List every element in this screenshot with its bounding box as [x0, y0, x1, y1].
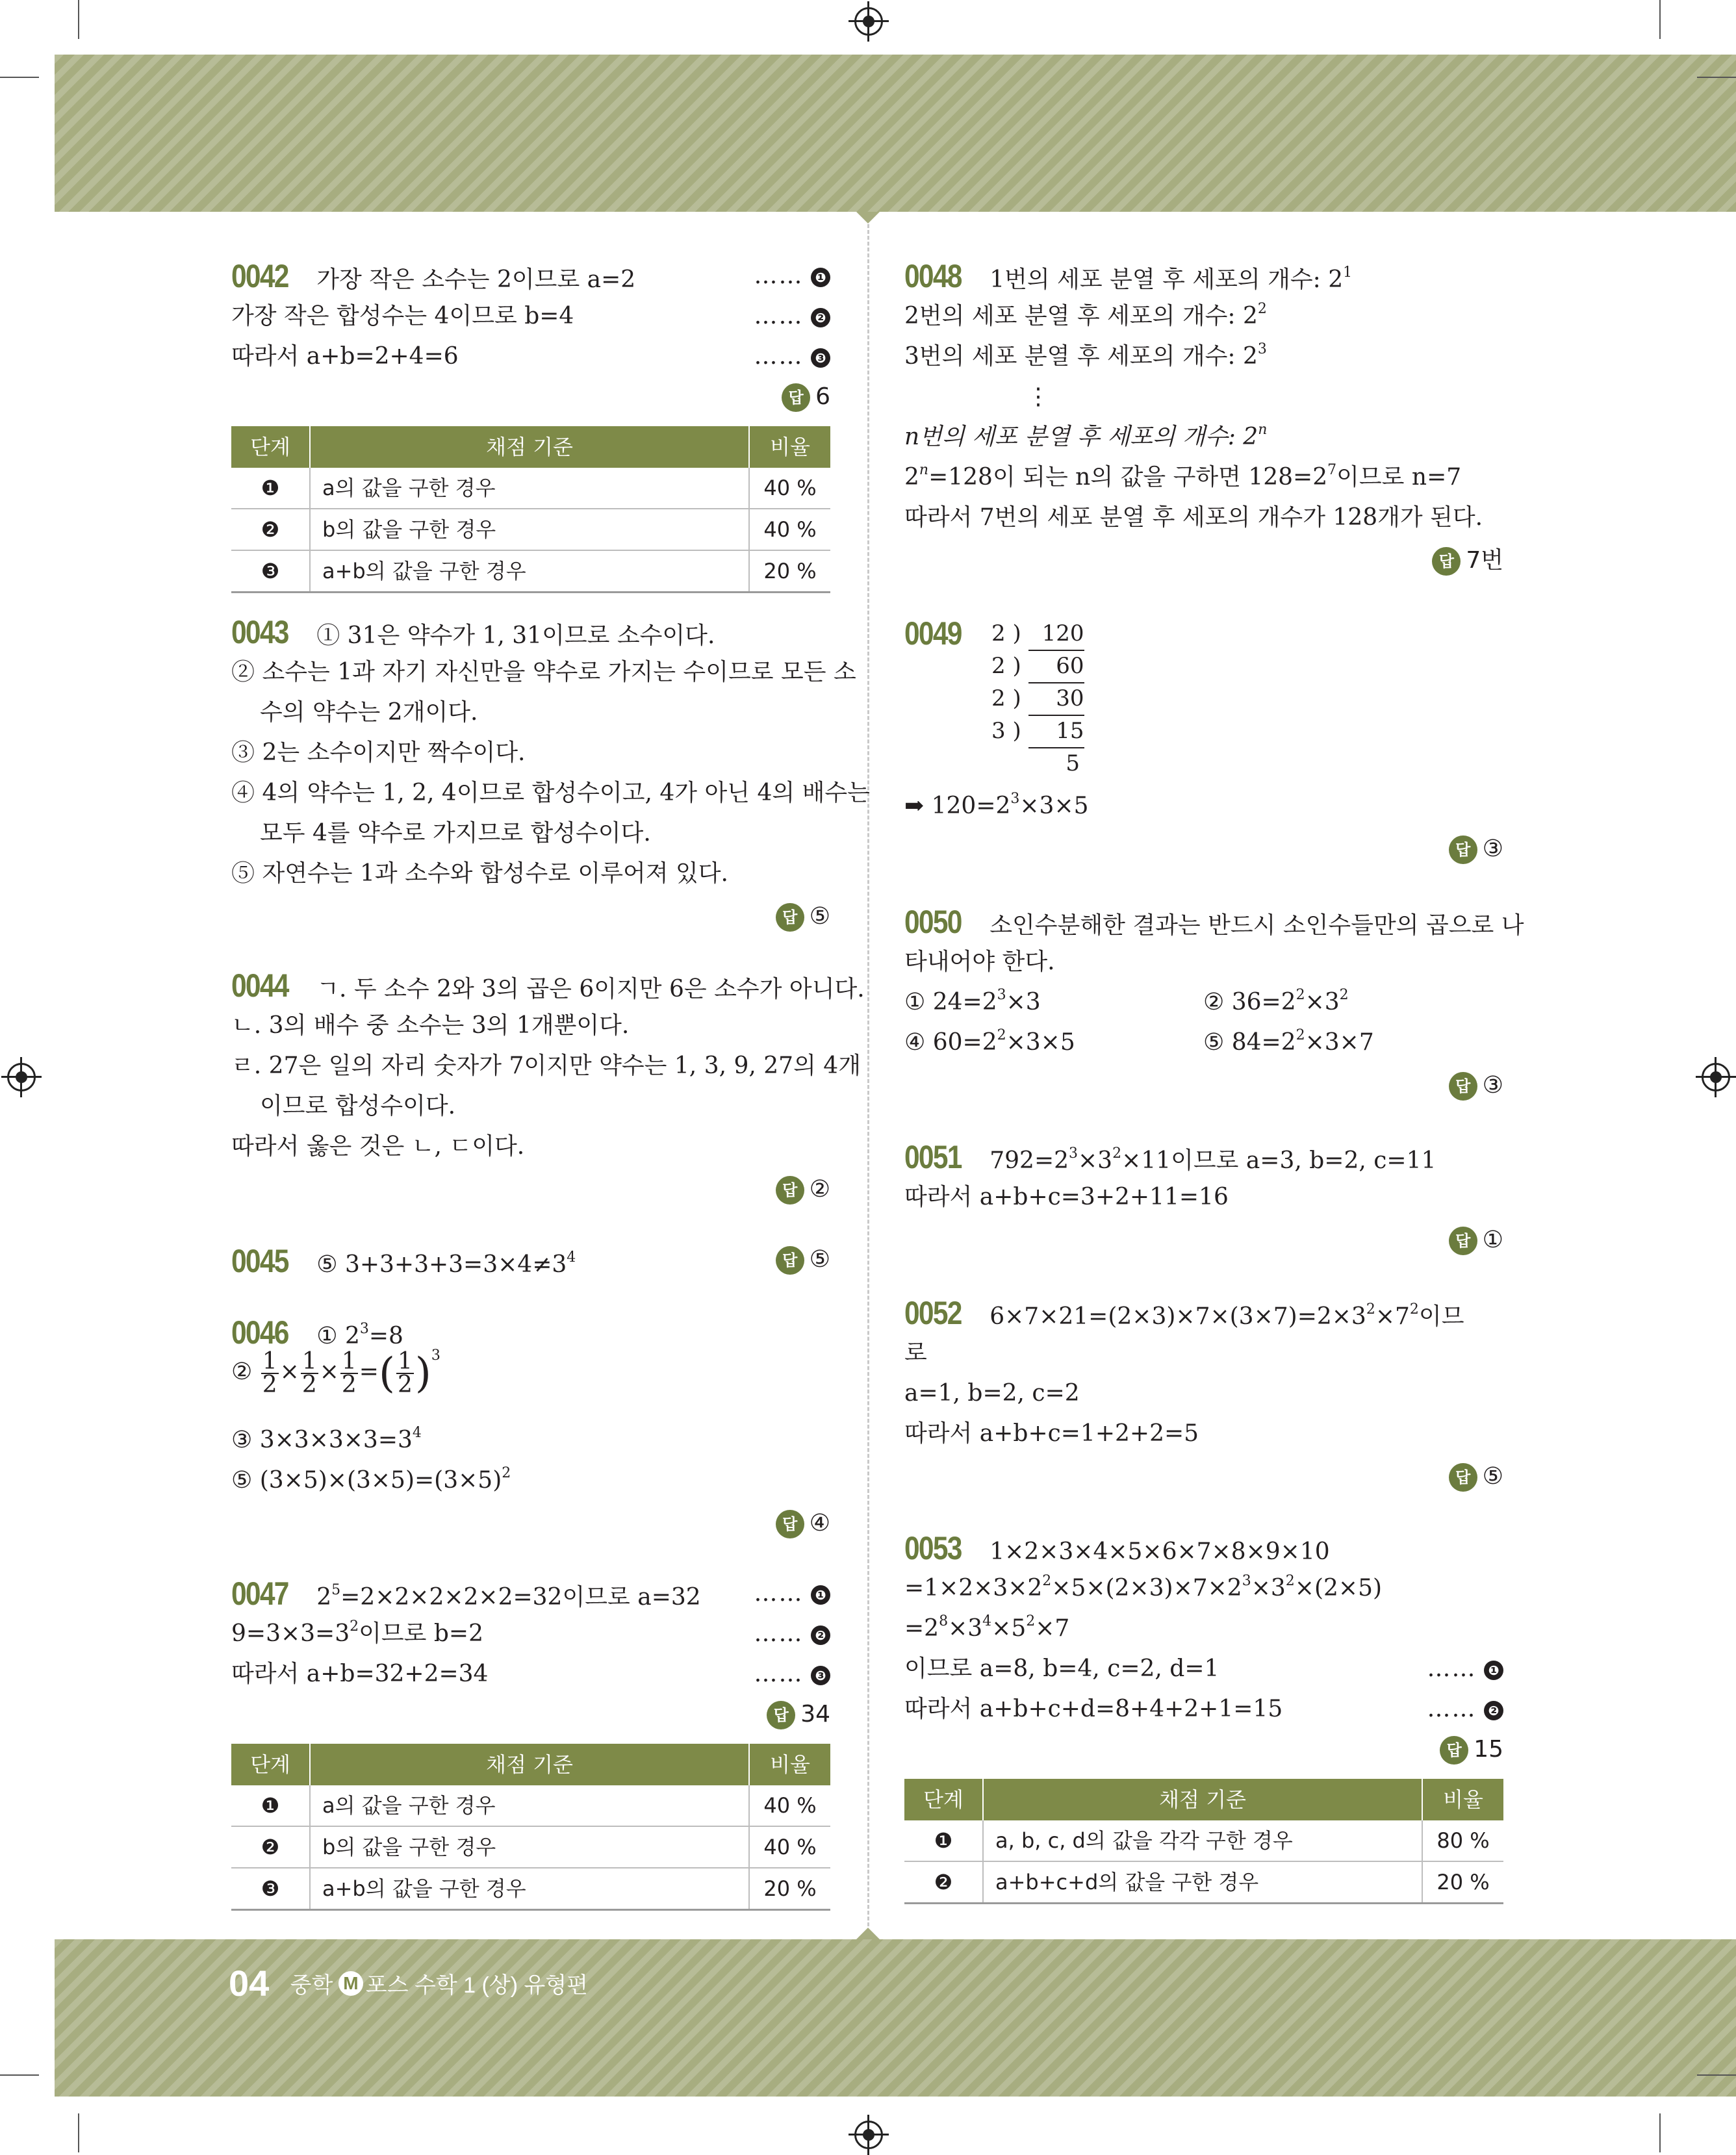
solution-text: ④ 60=2	[904, 1029, 997, 1056]
leader-dots: ……	[754, 1661, 804, 1687]
table-header: 단계	[231, 426, 310, 468]
solution-line: ④ 4의 약수는 1, 2, 4이므로 합성수이고, 4가 아닌 4의 배수는	[231, 780, 870, 806]
choice-label: ②	[231, 1358, 253, 1385]
solution-text: ×3×7	[1305, 1029, 1374, 1056]
crop-mark	[1659, 2113, 1661, 2152]
fraction-line: ② $\frac{1}{2}$ × $\frac{1}{2}$ × $\frac{1}{2}$ =( $\frac{1}{2}$ )$^3$	[231, 1347, 440, 1398]
solution-line	[904, 296, 1267, 337]
step-1-icon: ❶	[1484, 1661, 1503, 1680]
table-cell: 20 %	[1422, 1861, 1503, 1904]
step-1-icon: ❶	[811, 1585, 830, 1605]
exponent: 2	[1366, 1301, 1375, 1318]
leader-dots: ……	[754, 343, 804, 370]
answer-badge-icon: 답	[776, 1510, 804, 1538]
solution-line	[231, 1420, 422, 1460]
answer-badge-icon: 답	[1449, 1463, 1477, 1492]
table-cell: a+b의 값을 구한 경우	[310, 550, 749, 593]
exponent: 2	[1296, 1027, 1305, 1043]
table-cell: a의 값을 구한 경우	[310, 468, 749, 509]
answer-value: 15	[1474, 1736, 1503, 1763]
crop-mark	[1659, 0, 1661, 39]
step-3-icon: ❸	[811, 1666, 830, 1685]
leader-dots: ……	[754, 1580, 804, 1607]
solution-text: ×3	[1006, 989, 1041, 1015]
answer-value: ⑤	[809, 903, 830, 930]
solution-line	[904, 457, 1461, 498]
header-notch	[856, 212, 880, 223]
step-2-icon: ❷	[811, 308, 830, 327]
problem-number: 0047	[231, 1575, 288, 1612]
table-cell: a, b, c, d의 값을 각각 구한 경우	[983, 1820, 1422, 1861]
answer-badge-icon: 답	[1449, 1227, 1477, 1255]
solution-line: 모두 4를 약수로 가지므로 합성수이다.	[260, 820, 651, 847]
problem-0051	[904, 1137, 1436, 1181]
table-cell: ❶	[231, 1785, 310, 1826]
solution-text: 이므로 n=7	[1336, 464, 1462, 491]
solution-line: 이므로 합성수이다.	[260, 1093, 456, 1119]
solution-text: ×5×(2×3)×7×2	[1051, 1575, 1242, 1601]
table-header: 단계	[231, 1744, 310, 1785]
exponent: 1	[1343, 264, 1353, 281]
table-cell: 20 %	[749, 1868, 830, 1910]
solution-text: 소인수분해한 결과는 반드시 소인수들만의 곱으로 나	[989, 912, 1524, 939]
exponent: 2	[1042, 1573, 1052, 1589]
solution-text: ×3×5	[1019, 793, 1089, 819]
solution-text: 2	[316, 1584, 332, 1611]
problem-0043	[231, 612, 715, 656]
answer-badge-icon: 답	[782, 383, 810, 412]
answer-0051	[1449, 1220, 1503, 1260]
step-marker	[1427, 1649, 1503, 1689]
table-cell: ❸	[231, 1868, 310, 1910]
quotient: 5	[1066, 750, 1080, 776]
exponent: 3	[1242, 1573, 1251, 1589]
solution-text: 3번의 세포 분열 후 세포의 개수: 2	[904, 343, 1258, 370]
table-row	[231, 550, 830, 593]
choice-1	[904, 982, 1041, 1023]
problem-0045	[231, 1241, 576, 1285]
table-cell: ❷	[231, 1826, 310, 1868]
answer-badge-icon: 답	[1432, 547, 1461, 576]
exponent: 2	[1339, 987, 1349, 1003]
table-cell: ❷	[904, 1861, 983, 1904]
solution-line: 가장 작은 합성수는 4이므로 b=4	[231, 303, 574, 329]
exponent: 2	[1026, 1613, 1036, 1629]
vertical-ellipsis: ⋮	[1027, 383, 1050, 410]
exponent: 3	[359, 1321, 369, 1337]
table-cell: a+b+c+d의 값을 구한 경우	[983, 1861, 1422, 1904]
solution-text: ×3	[1305, 989, 1340, 1015]
column-divider	[867, 224, 869, 1926]
step-marker	[754, 256, 830, 296]
solution-line	[904, 417, 1267, 457]
exponent: n	[1258, 422, 1268, 438]
solution-line: ㄱ. 두 소수 2와 3의 곱은 6이지만 6은 소수가 아니다.	[316, 976, 865, 1002]
solution-text: 2	[904, 464, 919, 491]
problem-number: 0045	[231, 1243, 288, 1279]
registration-mark-icon	[854, 2121, 883, 2149]
exponent: 5	[331, 1582, 341, 1598]
exponent: 3	[1010, 791, 1020, 807]
exponent: 2	[1296, 987, 1305, 1003]
exponent: 7	[1327, 462, 1337, 478]
step-marker	[754, 1574, 830, 1614]
answer-badge-icon: 답	[1449, 835, 1477, 864]
book-title: 포스 수학 1 (상) 유형편	[365, 1973, 588, 1998]
answer-0043	[776, 897, 830, 937]
problem-number: 0053	[904, 1530, 962, 1566]
answer-0045	[776, 1240, 830, 1280]
solution-text: 6×7×21=(2×3)×7×(3×7)=2×3	[989, 1303, 1366, 1330]
exponent: 8	[939, 1613, 949, 1629]
answer-value: 34	[800, 1701, 830, 1728]
answer-0048	[1432, 541, 1503, 581]
table-header: 채점 기준	[310, 426, 749, 468]
problem-number: 0042	[231, 258, 288, 294]
fraction: $\frac{1}{2}$	[301, 1348, 317, 1398]
problem-number: 0048	[904, 258, 962, 294]
prime-factor-ladder	[991, 617, 1084, 780]
table-cell: 20 %	[749, 550, 830, 593]
solution-line: 따라서 a+b+c=1+2+2=5	[904, 1420, 1199, 1447]
registration-mark-icon	[7, 1063, 36, 1091]
footer-notch	[856, 1928, 880, 1939]
problem-0053	[904, 1528, 1330, 1572]
solution-line: 따라서 a+b+c=3+2+11=16	[904, 1184, 1229, 1210]
table-header: 비율	[1422, 1779, 1503, 1820]
crop-mark	[78, 2113, 79, 2152]
answer-0052	[1449, 1457, 1503, 1497]
problem-0047	[231, 1574, 701, 1618]
crop-mark	[0, 2074, 39, 2076]
solution-text: =128이 되는 n의 값을 구하면 128=2	[928, 464, 1328, 491]
solution-line: 타내어야 한다.	[904, 949, 1055, 975]
divisor: 2	[991, 685, 1006, 711]
solution-line: ㄹ. 27은 일의 자리 숫자가 7이지만 약수는 1, 3, 9, 27의 4개	[231, 1052, 861, 1079]
solution-line: 따라서 a+b+c+d=8+4+2+1=15	[904, 1696, 1283, 1722]
leader-dots: ……	[1427, 1655, 1477, 1682]
solution-line: ③ 2는 소수이지만 짝수이다.	[231, 739, 526, 766]
table-row	[231, 509, 830, 550]
table-row	[904, 1861, 1503, 1904]
exponent: 2	[1409, 1301, 1419, 1318]
solution-line: 따라서 7번의 세포 분열 후 세포의 개수가 128개가 된다.	[904, 504, 1483, 531]
problem-number: 0050	[904, 904, 962, 940]
page-number: 04	[229, 1963, 270, 2004]
leader-dots: ……	[1427, 1696, 1477, 1722]
solution-text: ×3	[1251, 1575, 1286, 1601]
solution-text: 1×2×3×4×5×6×7×8×9×10	[989, 1538, 1330, 1565]
choice-4	[904, 1023, 1075, 1063]
answer-value: 7번	[1466, 547, 1503, 574]
table-cell: 40 %	[749, 1785, 830, 1826]
answer-badge-icon: 답	[1440, 1736, 1468, 1765]
problem-0049	[904, 613, 989, 657]
table-cell: ❷	[231, 509, 310, 550]
table-header: 채점 기준	[983, 1779, 1422, 1820]
dividend: 120	[1028, 617, 1084, 651]
problem-number: 0046	[231, 1314, 288, 1351]
step-1-icon: ❶	[811, 268, 830, 287]
solution-text: 2번의 세포 분열 후 세포의 개수: 2	[904, 303, 1258, 329]
table-row	[231, 1868, 830, 1910]
solution-line: 따라서 a+b=2+4=6	[231, 343, 459, 370]
solution-text: 792=2	[989, 1147, 1069, 1174]
ladder-row: 2 ) 30	[991, 682, 1084, 715]
problem-number: 0043	[231, 614, 288, 650]
solution-text: ×3	[1078, 1147, 1113, 1174]
solution-text: ×3	[948, 1615, 983, 1642]
answer-badge-icon: 답	[776, 1176, 804, 1205]
problem-number: 0049	[904, 615, 962, 652]
scoring-table-0047	[231, 1744, 830, 1911]
scoring-table-0053	[904, 1779, 1503, 1904]
exponent: 2	[1112, 1145, 1122, 1162]
table-cell: ❶	[231, 468, 310, 509]
problem-number: 0052	[904, 1295, 962, 1331]
exponent: 2	[1285, 1573, 1295, 1589]
table-header: 채점 기준	[310, 1744, 749, 1785]
answer-badge-icon: 답	[767, 1701, 795, 1729]
answer-0050	[1449, 1065, 1503, 1106]
table-header: 비율	[749, 1744, 830, 1785]
solution-line: ① 31은 약수가 1, 31이므로 소수이다.	[316, 622, 715, 649]
solution-text: ② 36=2	[1203, 989, 1296, 1015]
solution-line: 로	[904, 1340, 927, 1366]
solution-text: 이므로 b=2	[359, 1620, 483, 1647]
problem-number: 0051	[904, 1139, 962, 1175]
answer-badge-icon: 답	[776, 1246, 804, 1275]
answer-0046	[776, 1503, 830, 1544]
exponent: 2	[1257, 301, 1267, 317]
fraction: $\frac{1}{2}$	[397, 1348, 413, 1398]
step-3-icon: ❸	[811, 348, 830, 368]
divisor: 2	[991, 653, 1006, 679]
solution-line	[904, 1568, 1382, 1609]
solution-line	[904, 337, 1267, 377]
ladder-row	[991, 747, 1084, 780]
solution-line: ㄴ. 3의 배수 중 소수는 3의 1개뿐이다.	[231, 1012, 630, 1039]
solution-text: 9=3×3=3	[231, 1620, 350, 1647]
crop-mark	[1697, 2074, 1736, 2076]
dividend: 30	[1028, 682, 1084, 716]
answer-badge-icon: 답	[776, 903, 804, 932]
exponent: 3	[997, 987, 1006, 1003]
exponent: 3	[1069, 1145, 1079, 1162]
solution-text: =2	[904, 1615, 939, 1642]
answer-value: ①	[1482, 1227, 1503, 1253]
table-cell: 40 %	[749, 1826, 830, 1868]
solution-text: ③ 3×3×3×3=3	[231, 1427, 413, 1453]
problem-number: 0044	[231, 967, 288, 1004]
answer-value: 6	[815, 383, 830, 410]
table-cell: b의 값을 구한 경우	[310, 1826, 749, 1868]
solution-text: ① 24=2	[904, 989, 997, 1015]
step-2-icon: ❷	[1484, 1701, 1503, 1720]
page-footer	[229, 1962, 588, 2004]
answer-value: ②	[809, 1176, 830, 1203]
solution-text: 1번의 세포 분열 후 세포의 개수: 2	[989, 266, 1344, 293]
fraction: $\frac{1}{2}$	[341, 1348, 357, 1398]
answer-0049	[1449, 829, 1503, 869]
exponent: 4	[412, 1425, 422, 1441]
problem-0050	[904, 902, 1524, 946]
solution-line: 이므로 a=8, b=4, c=2, d=1	[904, 1655, 1219, 1682]
solution-text: =1×2×3×2	[904, 1575, 1043, 1601]
solution-text: 이므	[1418, 1303, 1464, 1330]
crop-mark	[1697, 77, 1736, 78]
table-cell: 40 %	[749, 509, 830, 550]
step-marker	[754, 296, 830, 337]
book-title: 중학	[290, 1973, 333, 1998]
registration-mark-icon	[1702, 1063, 1730, 1091]
exponent: 2	[350, 1618, 359, 1635]
step-marker	[754, 337, 830, 377]
fraction: $\frac{1}{2}$	[262, 1348, 277, 1398]
table-header: 비율	[749, 426, 830, 468]
ladder-row: 3 ) 15	[991, 715, 1084, 747]
table-row	[231, 468, 830, 509]
dividend: 15	[1028, 715, 1084, 748]
solution-text: ⑤ (3×5)×(3×5)=(3×5)	[231, 1467, 502, 1494]
registration-mark-icon	[854, 7, 883, 36]
table-row	[904, 1820, 1503, 1861]
leader-dots: ……	[754, 1620, 804, 1647]
answer-value: ③	[1482, 1072, 1503, 1099]
choice-5	[1203, 1023, 1374, 1063]
step-marker	[754, 1614, 830, 1654]
solution-line	[904, 786, 1089, 826]
ladder-row: 2 ) 60	[991, 650, 1084, 682]
table-cell: b의 값을 구한 경우	[310, 509, 749, 550]
table-row	[231, 1826, 830, 1868]
step-2-icon: ❷	[811, 1626, 830, 1645]
table-row	[231, 1785, 830, 1826]
divisor: 3	[991, 718, 1006, 744]
answer-value: ⑤	[1482, 1463, 1503, 1490]
problem-0048	[904, 256, 1352, 300]
answer-value: ④	[809, 1510, 830, 1537]
crop-mark	[0, 77, 39, 78]
solution-text: =2×2×2×2×2=32이므로 a=32	[340, 1584, 701, 1611]
solution-text: ×7	[1035, 1615, 1070, 1642]
solution-line: 따라서 옳은 것은 ㄴ, ㄷ이다.	[231, 1133, 525, 1160]
exponent: 3	[1257, 341, 1267, 357]
solution-line	[231, 1614, 483, 1654]
step-marker	[1427, 1689, 1503, 1729]
table-cell: ❸	[231, 550, 310, 593]
solution-text: ×5	[991, 1615, 1027, 1642]
problem-0044	[231, 965, 865, 1010]
ladder-row: 2 ) 120	[991, 617, 1084, 650]
answer-value: ③	[1482, 835, 1503, 862]
table-header: 단계	[904, 1779, 983, 1820]
dividend: 60	[1028, 650, 1084, 683]
exponent: n	[919, 462, 929, 478]
table-cell: ❶	[904, 1820, 983, 1861]
solution-line	[904, 1609, 1069, 1649]
brand-logo-icon: M	[338, 1971, 363, 1996]
solution-line: 가장 작은 소수는 2이므로 a=2	[316, 266, 636, 293]
problem-0052	[904, 1293, 1464, 1337]
solution-text: ×(2×5)	[1294, 1575, 1383, 1601]
choice-2	[1203, 982, 1349, 1023]
table-cell: 40 %	[749, 468, 830, 509]
answer-0044	[776, 1169, 830, 1210]
solution-line: ② 소수는 1과 자기 자신만을 약수로 가지는 수이므로 모든 소	[231, 659, 856, 685]
problem-0042	[231, 256, 635, 300]
crop-mark	[78, 0, 79, 39]
scoring-table-0042	[231, 426, 830, 593]
solution-text: ×7	[1375, 1303, 1410, 1330]
solution-line: ⑤ 3+3+3+3=3×4≠3	[316, 1251, 567, 1278]
step-marker	[754, 1654, 830, 1694]
solution-line: ① 2	[316, 1323, 360, 1349]
table-cell: 80 %	[1422, 1820, 1503, 1861]
solution-line: 따라서 a+b=32+2=34	[231, 1661, 489, 1687]
solution-text: ×3×5	[1006, 1029, 1075, 1056]
solution-text: ➡ 120=2	[904, 793, 1011, 819]
table-cell: a의 값을 구한 경우	[310, 1785, 749, 1826]
answer-0047	[767, 1694, 830, 1735]
solution-line: ⑤ 자연수는 1과 소수와 합성수로 이루어져 있다.	[231, 860, 728, 887]
answer-badge-icon: 답	[1449, 1072, 1477, 1101]
divisor: 2	[991, 620, 1006, 646]
solution-text: n번의 세포 분열 후 세포의 개수: 2	[904, 424, 1258, 450]
exponent: 2	[997, 1027, 1006, 1043]
answer-value: ⑤	[809, 1246, 830, 1273]
answer-0053	[1440, 1729, 1503, 1770]
solution-line: =8	[368, 1323, 403, 1349]
solution-line	[231, 1460, 511, 1501]
exponent: 4	[567, 1249, 576, 1266]
solution-text: ×11이므로 a=3, b=2, c=11	[1121, 1147, 1436, 1174]
answer-0042	[782, 377, 830, 417]
solution-line: a=1, b=2, c=2	[904, 1380, 1080, 1407]
left-column	[231, 0, 870, 1949]
leader-dots: ……	[754, 262, 804, 289]
exponent: 4	[982, 1613, 992, 1629]
solution-text: ⑤ 84=2	[1203, 1029, 1296, 1056]
leader-dots: ……	[754, 303, 804, 329]
right-column	[904, 0, 1524, 1949]
table-cell: a+b의 값을 구한 경우	[310, 1868, 749, 1910]
exponent: 2	[502, 1465, 511, 1481]
solution-line: 수의 약수는 2개이다.	[260, 699, 478, 726]
